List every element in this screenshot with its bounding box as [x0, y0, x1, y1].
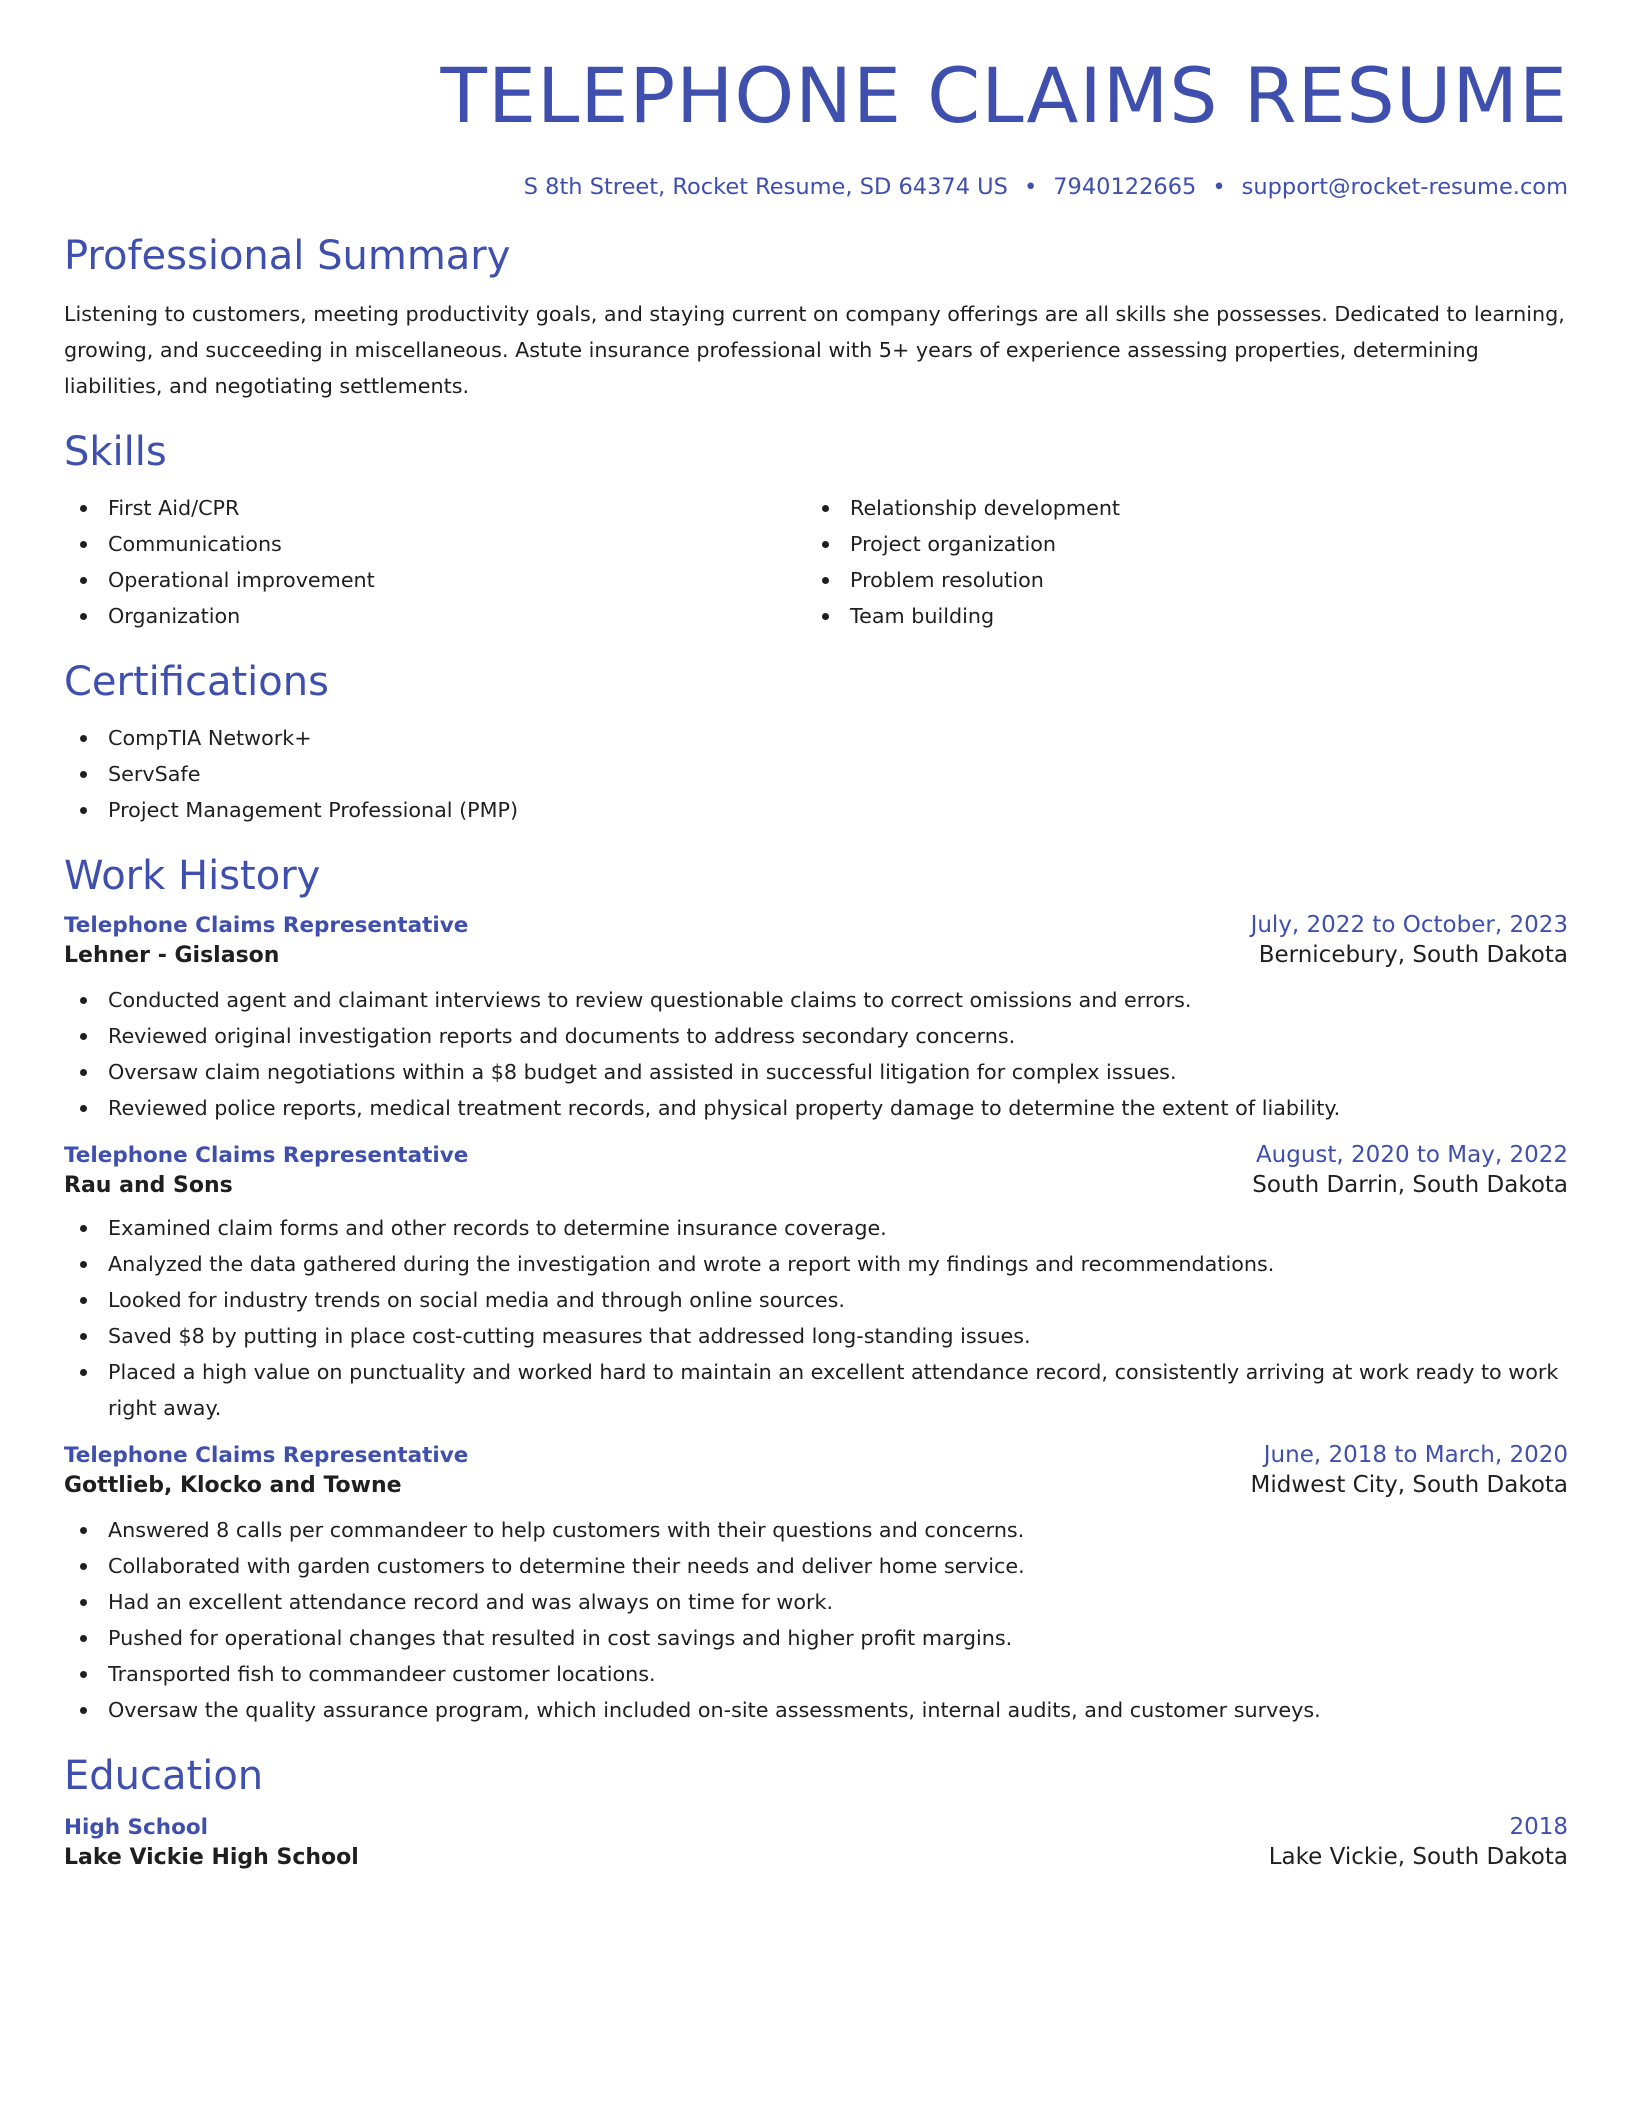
job-header-row: [64, 912, 1568, 938]
skill-item: Operational improvement: [64, 562, 806, 598]
job-bullet: Reviewed police reports, medical treatment records, and physical property damage to determine the extent of liability.: [64, 1090, 1568, 1126]
education-school-row: [64, 1844, 1568, 1870]
job-header-row: [64, 1442, 1568, 1468]
contact-phone: 7940122665: [1053, 174, 1197, 200]
education-location: Lake Vickie, South Dakota: [1268, 1844, 1568, 1870]
skills-heading: Skills: [64, 429, 167, 475]
work-history-heading: Work History: [64, 853, 321, 899]
skill-item: Organization: [64, 598, 806, 634]
job-entry: [64, 1142, 1568, 1426]
job-dates: July, 2022 to October, 2023: [1250, 912, 1568, 938]
job-location: Bernicebury, South Dakota: [1258, 942, 1568, 968]
job-bullet: Reviewed original investigation reports and documents to address secondary concerns.: [64, 1018, 1568, 1054]
job-bullet: Oversaw claim negotiations within a $8 budget and assisted in successful litigation for complex issues.: [64, 1054, 1568, 1090]
skill-item: Team building: [806, 598, 1548, 634]
job-entry: [64, 912, 1568, 1126]
job-company-row: [64, 1172, 1568, 1198]
job-header-row: [64, 1142, 1568, 1168]
skills-section: [64, 428, 1568, 634]
certification-item: ServSafe: [64, 756, 1568, 792]
job-bullet: Placed a high value on punctuality and worked hard to maintain an excellent attendance record, consistently arriving at work ready to work right away.: [64, 1354, 1568, 1426]
skill-item: First Aid/CPR: [64, 490, 806, 526]
resume-page: [64, 48, 1568, 1870]
skill-item: Communications: [64, 526, 806, 562]
job-company: Gottlieb, Klocko and Towne: [64, 1473, 402, 1498]
education-header-row: [64, 1814, 1568, 1840]
education-section: [64, 1752, 1568, 1870]
summary-text: Listening to customers, meeting productivity goals, and staying current on company offerings are all skills she possesses. Dedicated to learning, growing, and succeeding in miscellaneous. Astute insurance professional with 5+ years of experience assessing properties, determining liabilities, and negotiating settlements.: [64, 302, 1565, 398]
job-bullet: Answered 8 calls per commandeer to help customers with their questions and concerns.: [64, 1512, 1568, 1548]
job-bullets: [64, 982, 1568, 1126]
job-company-row: [64, 1472, 1568, 1498]
skill-item: Problem resolution: [806, 562, 1548, 598]
certifications-list: [64, 720, 1568, 828]
job-bullet: Transported fish to commandeer customer locations.: [64, 1656, 1568, 1692]
job-bullet: Saved $8 by putting in place cost-cutting measures that addressed long-standing issues.: [64, 1318, 1568, 1354]
education-heading: Education: [64, 1753, 264, 1799]
education-degree: High School: [64, 1815, 208, 1840]
job-bullet: Conducted agent and claimant interviews to review questionable claims to correct omissions and errors.: [64, 982, 1568, 1018]
summary-section: [64, 232, 1568, 404]
job-dates: August, 2020 to May, 2022: [1255, 1142, 1568, 1168]
job-bullet: Examined claim forms and other records to determine insurance coverage.: [64, 1210, 1568, 1246]
education-year: 2018: [1509, 1814, 1568, 1840]
contact-separator: •: [1023, 174, 1038, 200]
job-company: Rau and Sons: [64, 1173, 233, 1198]
job-location: Midwest City, South Dakota: [1250, 1472, 1568, 1498]
summary-heading: Professional Summary: [64, 233, 511, 279]
job-bullet: Had an excellent attendance record and was always on time for work.: [64, 1584, 1568, 1620]
certification-item: CompTIA Network+: [64, 720, 1568, 756]
job-title: Telephone Claims Representative: [64, 1143, 469, 1168]
education-school: Lake Vickie High School: [64, 1845, 359, 1870]
resume-title: TELEPHONE CLAIMS RESUME: [440, 51, 1568, 140]
job-company-row: [64, 942, 1568, 968]
skills-right-list: [806, 490, 1548, 634]
job-dates: June, 2018 to March, 2020: [1263, 1442, 1568, 1468]
job-company: Lehner - Gislason: [64, 943, 280, 968]
certifications-heading: Certifications: [64, 659, 329, 705]
job-bullets: [64, 1512, 1568, 1728]
job-bullet: Pushed for operational changes that resulted in cost savings and higher profit margins.: [64, 1620, 1568, 1656]
contact-address: S 8th Street, Rocket Resume, SD 64374 US: [523, 174, 1008, 200]
job-bullet: Analyzed the data gathered during the investigation and wrote a report with my findings and recommendations.: [64, 1246, 1568, 1282]
job-bullet: Collaborated with garden customers to determine their needs and deliver home service.: [64, 1548, 1568, 1584]
contact-separator: •: [1212, 174, 1226, 200]
certifications-section: [64, 658, 1568, 828]
contact-line: [64, 174, 1568, 200]
certification-item: Project Management Professional (PMP): [64, 792, 1568, 828]
job-location: South Darrin, South Dakota: [1252, 1172, 1568, 1198]
skills-left-list: [64, 490, 806, 634]
job-entry: [64, 1442, 1568, 1728]
skill-item: Project organization: [806, 526, 1548, 562]
job-bullets: [64, 1210, 1568, 1426]
education-entry: [64, 1814, 1568, 1870]
skills-columns: [64, 490, 1568, 634]
job-bullet: Looked for industry trends on social media and through online sources.: [64, 1282, 1568, 1318]
work-history-section: [64, 852, 1568, 1728]
contact-email: support@rocket-resume.com: [1241, 174, 1568, 200]
job-title: Telephone Claims Representative: [64, 1443, 469, 1468]
skill-item: Relationship development: [806, 490, 1548, 526]
job-title: Telephone Claims Representative: [64, 913, 469, 938]
job-bullet: Oversaw the quality assurance program, which included on-site assessments, internal audits, and customer surveys.: [64, 1692, 1568, 1728]
